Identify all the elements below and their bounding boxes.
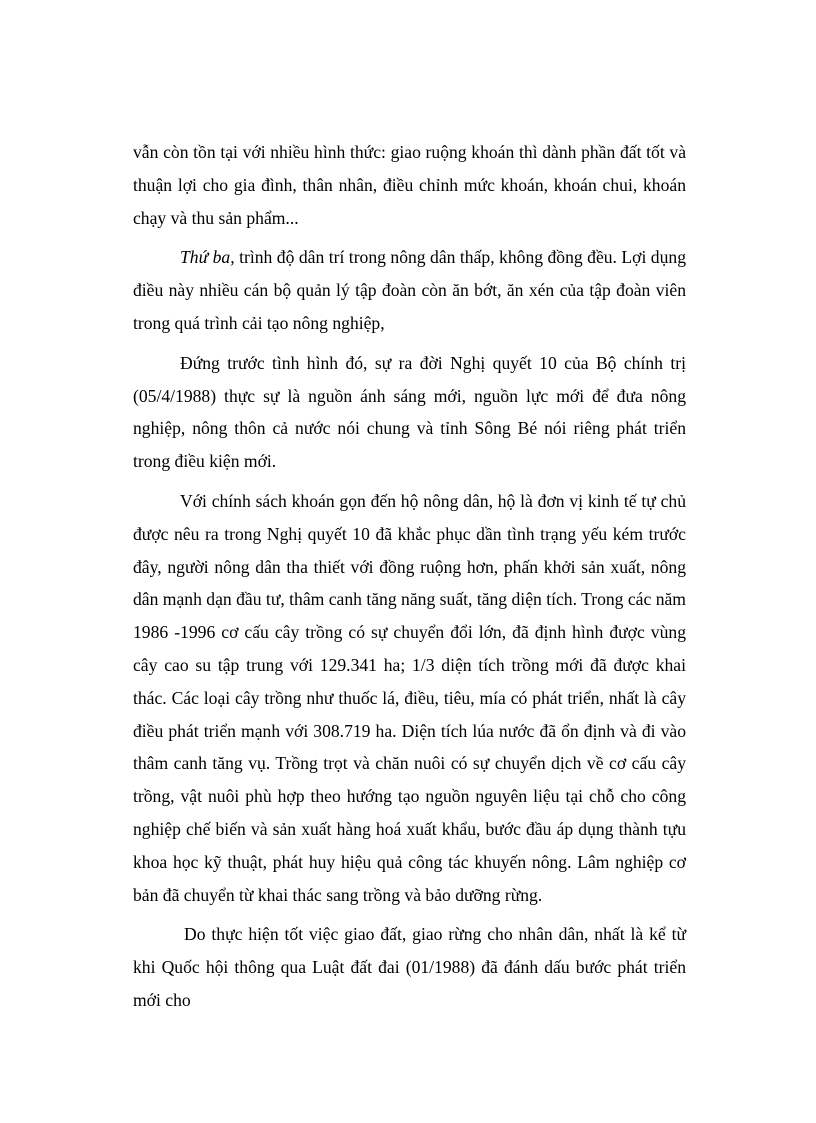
paragraph-thu-ba-text: trình độ dân trí trong nông dân thấp, không đồng đều. Lợi dụng điều này nhiều cán bộ quản lý tập đoàn còn ăn bớt, ăn xén của tập đoàn viên trong quá trình cải tạo nông nghiệp, [133, 247, 686, 333]
paragraph-giao-dat: Do thực hiện tốt việc giao đất, giao rừng cho nhân dân, nhất là kể từ khi Quốc hội thông qua Luật đất đai (01/1988) đã đánh dấu bước phát triển mới cho [133, 924, 686, 1010]
paragraph-thu-ba [133, 241, 686, 339]
body-text [133, 136, 686, 1024]
paragraph-continuation: vẫn còn tồn tại với nhiều hình thức: giao ruộng khoán thì dành phần đất tốt và thuận lợi cho gia đình, thân nhân, điều chỉnh mức khoán, khoán chui, khoán chạy và thu sản phẩm... [133, 142, 686, 228]
paragraph-lead-italic: Thứ ba, [180, 247, 235, 268]
paragraph-khoan-gon: Với chính sách khoán gọn đến hộ nông dân, hộ là đơn vị kinh tế tự chủ được nêu ra trong Nghị quyết 10 đã khắc phục dần tình trạng yếu kém trước đây, người nông dân tha thiết với đồng ruộng hơn, phấn khởi sản xuất, nông dân mạnh dạn đầu tư, thâm canh tăng năng suất, tăng diện tích. Trong các năm 1986 -1996 cơ cấu cây trồng có sự chuyển đổi lớn, đã định hình được vùng cây cao su tập trung với 129.341 ha; 1/3 diện tích trồng mới đã được khai thác. Các loại cây trồng như thuốc lá, điều, tiêu, mía có phát triển, nhất là cây điều phát triển mạnh với 308.719 ha. Diện tích lúa nước đã ổn định và đi vào thâm canh tăng vụ. Trồng trọt và chăn nuôi có sự chuyển dịch về cơ cấu cây trồng, vật nuôi phù hợp theo hướng tạo nguồn nguyên liệu tại chỗ cho công nghiệp chế biến và sản xuất hàng hoá xuất khẩu, bước đầu áp dụng thành tựu khoa học kỹ thuật, phát huy hiệu quả công tác khuyến nông. Lâm nghiệp cơ bản đã chuyển từ khai thác sang trồng và bảo dưỡng rừng. [133, 490, 686, 905]
paragraph-nghi-quyet: Đứng trước tình hình đó, sự ra đời Nghị quyết 10 của Bộ chính trị (05/4/1988) thực sự là nguồn ánh sáng mới, nguồn lực mới để đưa nông nghiệp, nông thôn cả nước nói chung và tỉnh Sông Bé nói riêng phát triển trong điều kiện mới. [133, 352, 686, 472]
